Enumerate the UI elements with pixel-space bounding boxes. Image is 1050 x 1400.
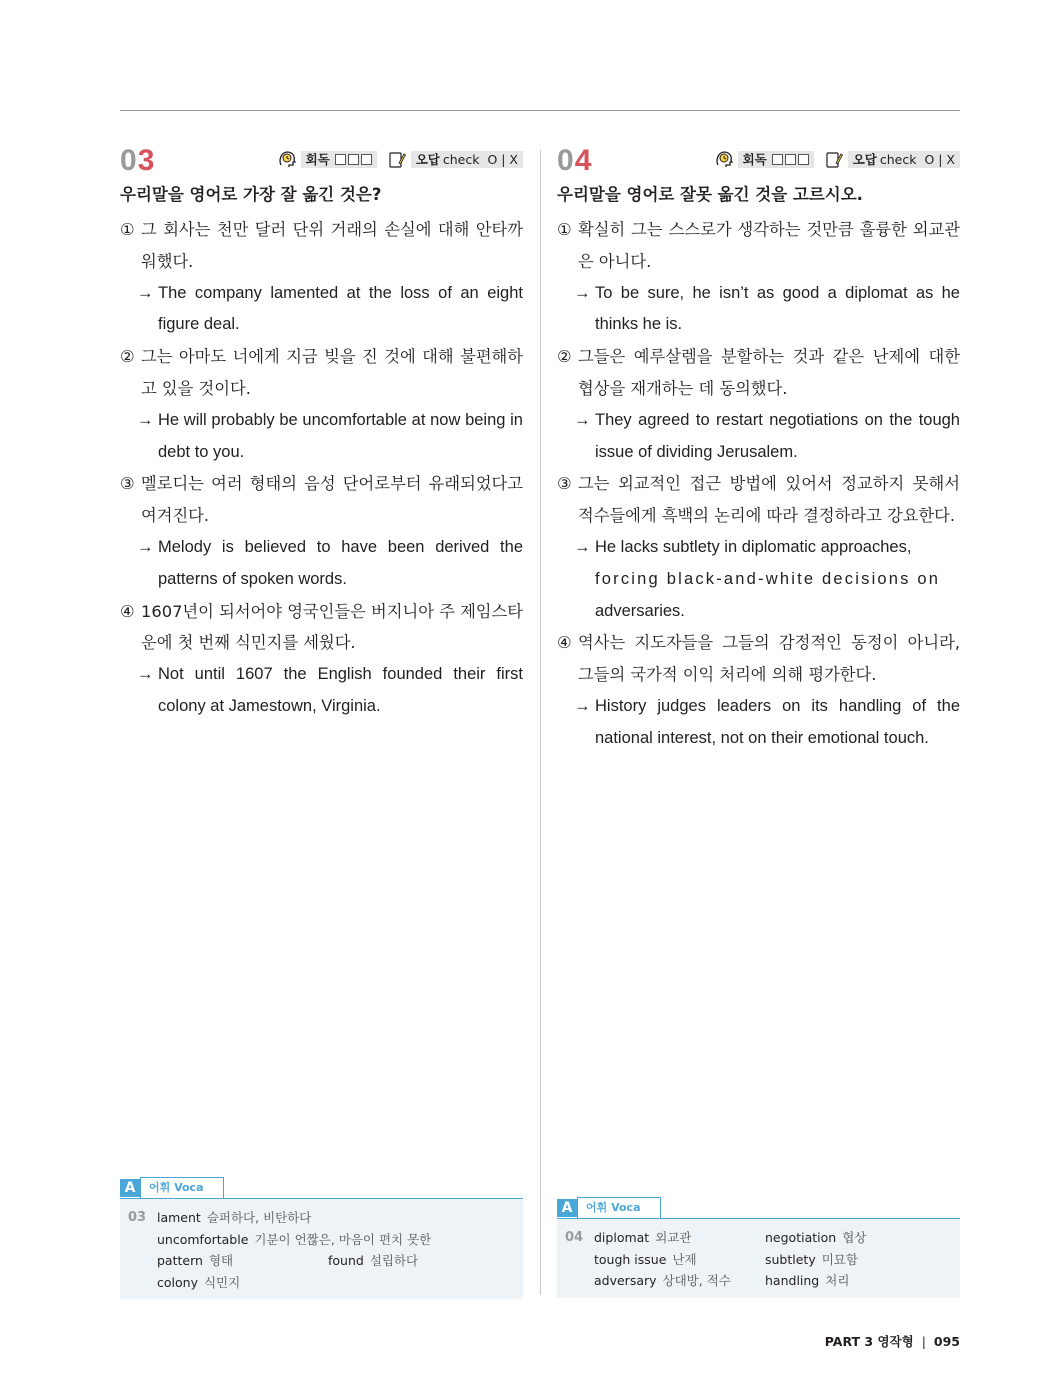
voca-box-04 <box>557 1197 960 1298</box>
note-pencil-icon <box>824 149 844 169</box>
voca-row: uncomfortable 기분이 언짢은, 마음이 편치 못한 <box>157 1231 432 1247</box>
option-2-english: → He will probably be uncomfortable at now being in debt to you. <box>137 410 523 461</box>
review-toolbar <box>277 150 523 168</box>
review-count: 회독 <box>738 151 814 168</box>
question-header <box>120 140 523 180</box>
review-checkbox-1[interactable] <box>772 154 783 165</box>
option-3-english: → Melody is believed to have been derived the patterns of spoken words. <box>137 537 523 588</box>
voca-row: colony 식민지 <box>157 1274 241 1290</box>
head-clock-icon <box>277 149 297 169</box>
voca-label: 어휘 Voca <box>140 1177 224 1198</box>
question-04 <box>557 140 960 755</box>
ox-toggle[interactable]: O | X <box>487 151 518 167</box>
question-number: 04 <box>557 144 593 177</box>
option-2-korean: ② 그는 아마도 너에게 지금 빚을 진 것에 대해 불편해하고 있을 것이다. <box>120 347 523 398</box>
page-number: 095 <box>933 1334 960 1349</box>
voca-row: lament 슬퍼하다, 비탄하다 <box>157 1210 312 1225</box>
question-header <box>557 140 960 180</box>
voca-a-badge: A <box>557 1199 577 1217</box>
option-1-korean: ① 그 회사는 천만 달러 단위 거래의 손실에 대해 안타까워했다. <box>120 220 523 271</box>
question-number: 03 <box>120 144 156 177</box>
review-count: 회독 <box>301 151 377 168</box>
review-toolbar <box>714 150 960 168</box>
voca-a-badge: A <box>120 1179 140 1197</box>
voca-body <box>120 1199 523 1299</box>
option-3-english: → He lacks subtlety in diplomatic approaches, forcing black-and-white decisions on adversaries. <box>574 537 941 620</box>
option-4-korean: ④ 역사는 지도자들을 그들의 감정적인 동정이 아니라, 그들의 국가적 이익 처리에 의해 평가한다. <box>557 633 960 685</box>
question-stem: 우리말을 영어로 잘못 옮긴 것을 고르시오. <box>557 185 863 204</box>
column-divider <box>540 150 541 1295</box>
question-stem: 우리말을 영어로 가장 잘 옮긴 것은? <box>120 185 382 204</box>
voca-row: diplomat 외교관 negotiation 협상 <box>594 1230 867 1245</box>
ox-toggle[interactable]: O | X <box>924 151 955 167</box>
top-rule <box>120 110 960 111</box>
review-checkbox-3[interactable] <box>798 154 809 165</box>
voca-number: 03 <box>128 1210 147 1225</box>
voca-row: adversary 상대방, 적수 handling 처리 <box>594 1273 850 1288</box>
option-3-korean: ③ 그는 외교적인 접근 방법에 있어서 정교하지 못해서 적수들에게 흑백의 논리에 따라 결정하라고 강요한다. <box>557 474 960 526</box>
voca-row: tough issue 난제 subtlety 미묘함 <box>594 1251 858 1267</box>
option-2-english: → They agreed to restart negotiations on the tough issue of dividing Jerusalem. <box>574 410 960 461</box>
wrong-answer-check: 오답 check O | X <box>848 151 960 168</box>
review-checkbox-1[interactable] <box>335 154 346 165</box>
review-checkbox-2[interactable] <box>348 154 359 165</box>
note-pencil-icon <box>387 149 407 169</box>
option-1-korean: ① 확실히 그는 스스로가 생각하는 것만큼 훌륭한 외교관은 아니다. <box>557 220 960 271</box>
head-clock-icon <box>714 149 734 169</box>
option-1-english: → To be sure, he isn’t as good a diplomat as he thinks he is. <box>574 283 960 334</box>
page-footer: PART 3 영작형 | 095 <box>824 1334 960 1349</box>
voca-number: 04 <box>565 1230 584 1245</box>
wrong-answer-check: 오답 check O | X <box>411 151 523 168</box>
option-4-korean: ④ 1607년이 되서어야 영국인들은 버지니아 주 제임스타운에 첫 번째 식민지를 세웠다. <box>120 601 523 653</box>
voca-box-03 <box>120 1177 523 1299</box>
question-03 <box>120 140 523 723</box>
voca-row: pattern 형태 found 설립하다 <box>157 1253 419 1268</box>
option-4-english: → History judges leaders on its handling of the national interest, not on their emotional touch. <box>574 696 960 747</box>
option-4-english: → Not until 1607 the English founded their first colony at Jamestown, Virginia. <box>137 665 523 715</box>
review-checkbox-2[interactable] <box>785 154 796 165</box>
option-3-korean: ③ 멜로디는 여러 형태의 음성 단어로부터 유래되었다고 여겨진다. <box>120 474 523 526</box>
review-checkbox-3[interactable] <box>361 154 372 165</box>
option-2-korean: ② 그들은 예루살렘을 분할하는 것과 같은 난제에 대한 협상을 재개하는 데 동의했다. <box>557 347 960 398</box>
voca-label: 어휘 Voca <box>577 1197 661 1218</box>
voca-body <box>557 1219 960 1298</box>
voca-tab <box>120 1177 523 1199</box>
option-1-english: → The company lamented at the loss of an eight figure deal. <box>137 283 523 334</box>
voca-tab <box>557 1197 960 1219</box>
part-label: PART 3 영작형 <box>824 1334 914 1349</box>
